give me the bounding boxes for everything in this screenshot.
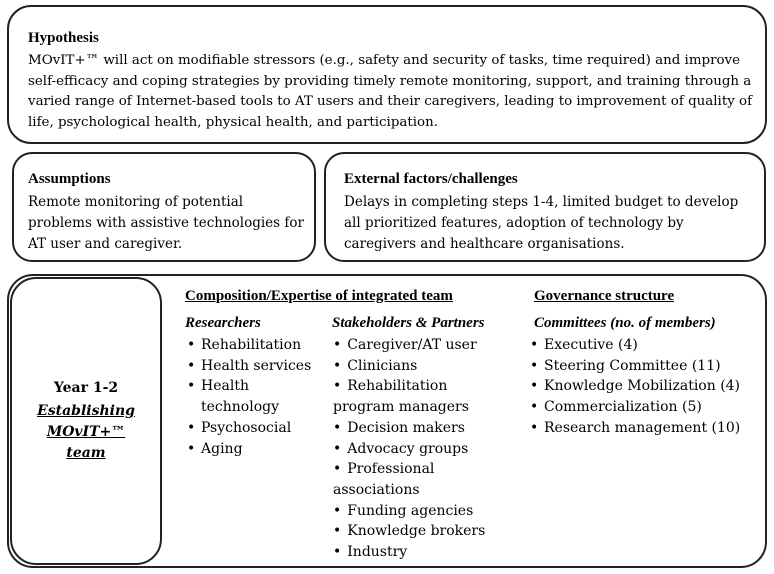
- committee-item: • Knowledge Mobilization (4): [530, 376, 760, 397]
- stakeholders-list: [333, 335, 511, 563]
- researchers-title: Researchers: [185, 315, 261, 331]
- hypothesis-title: Hypothesis: [28, 30, 99, 46]
- researcher-item: • Psychosocial: [187, 418, 317, 439]
- committee-item: • Steering Committee (11): [530, 356, 760, 377]
- year-label: Year 1-2: [53, 380, 119, 396]
- researchers-list: [187, 335, 317, 459]
- year-box: [10, 277, 162, 565]
- external-factors-text: Delays in completing steps 1-4, limited budget to develop all prioritized features, adoption of technology by caregivers and healthcare organisations.: [344, 194, 739, 252]
- year-subtitle: Establishing MOvIT+™ team: [37, 403, 135, 461]
- researcher-item: • Health technology: [187, 376, 317, 417]
- stakeholder-item: • Funding agencies: [333, 501, 511, 522]
- stakeholder-item: • Decision makers: [333, 418, 511, 439]
- governance-title: Governance structure: [534, 288, 675, 304]
- researcher-item: • Health services: [187, 356, 317, 377]
- stakeholder-item: • Advocacy groups: [333, 439, 511, 460]
- external-factors-box: [324, 152, 766, 262]
- stakeholder-item: • Knowledge brokers: [333, 521, 511, 542]
- stakeholders-title: Stakeholders & Partners: [332, 315, 485, 331]
- committee-item: • Research management (10): [530, 418, 760, 439]
- researcher-item: • Rehabilitation: [187, 335, 317, 356]
- stakeholder-item: • Clinicians: [333, 356, 511, 377]
- assumptions-title: Assumptions: [28, 171, 111, 187]
- external-factors-title: External factors/challenges: [344, 171, 518, 187]
- committee-item: • Commercialization (5): [530, 397, 760, 418]
- assumptions-text: Remote monitoring of potential problems with assistive technologies for AT user and caregiver.: [28, 194, 304, 252]
- hypothesis-box: [7, 5, 767, 144]
- stakeholder-item: • Rehabilitation program managers: [333, 376, 511, 417]
- stakeholder-item: • Industry: [333, 542, 511, 563]
- assumptions-box: [12, 152, 316, 262]
- committees-title: Committees (no. of members): [534, 315, 716, 331]
- stakeholder-item: • Caregiver/AT user: [333, 335, 511, 356]
- committee-item: • Executive (4): [530, 335, 760, 356]
- governance-list: [530, 335, 760, 439]
- researcher-item: • Aging: [187, 439, 317, 460]
- hypothesis-text: MOvIT+™ will act on modifiable stressors (e.g., safety and security of tasks, time required) and improve self-efficacy and coping strategies by providing timely remote monitoring, support, and training through a varied range of Internet-based tools to AT users and their caregivers, leading to improvement of quality of life, psychological health, physical health, and participation.: [28, 53, 753, 130]
- composition-title: Composition/Expertise of integrated team: [185, 288, 453, 304]
- stakeholder-item: • Professional associations: [333, 459, 511, 500]
